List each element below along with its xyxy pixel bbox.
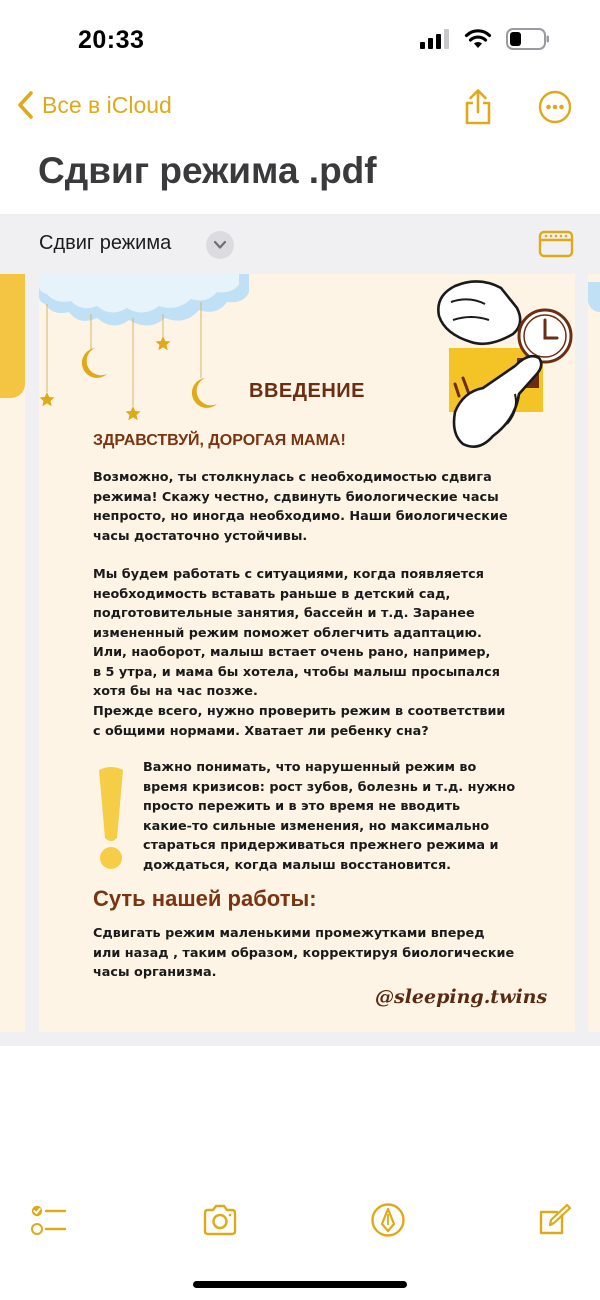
page-subheading: Суть нашей работы: [93, 886, 317, 911]
chevron-down-icon [213, 240, 227, 250]
paragraph-situations: Мы будем работать с ситуациями, когда появляется необходимость вставать раньше в детский сад, подготовительные занятия, бассейн и т.д. Заранее измененный режим поможет облегчить адаптацию. Или, наоборот, малыш встает очень рано, например, в 5 утра, и мама бы хотела, чтобы малыш просыпался хотя бы на час позже. [93, 567, 500, 699]
paragraph-check: Прежде всего, нужно проверить режим в соответствии с общими нормами. Хватает ли ребенку сна? [93, 704, 506, 739]
cheese-moon-illustration [0, 274, 25, 398]
page-header [0, 214, 600, 274]
previous-page-thumbnail[interactable] [0, 274, 25, 1032]
star-icon [126, 406, 141, 420]
cellular-signal-icon [420, 29, 450, 49]
markup-button[interactable] [370, 1202, 406, 1243]
star-icon [156, 336, 171, 350]
moon-icon [192, 378, 217, 408]
share-icon [462, 88, 494, 126]
chevron-left-icon [16, 90, 34, 120]
document-title: Сдвиг режима .pdf [38, 150, 377, 191]
page-greeting: ЗДРАВСТВУЙ, ДОРОГАЯ МАМА! [93, 432, 346, 449]
status-bar [0, 0, 600, 80]
checklist-button[interactable] [30, 1202, 68, 1243]
page-heading: ВВЕДЕНИЕ [249, 380, 365, 402]
bottom-toolbar [0, 1200, 600, 1246]
markup-pen-icon [370, 1202, 406, 1238]
hand-illustration [438, 281, 520, 343]
compose-button[interactable] [536, 1202, 572, 1243]
home-indicator[interactable] [193, 1281, 407, 1288]
share-button[interactable] [462, 88, 494, 131]
pdf-page [39, 274, 575, 1032]
exclamation-icon [95, 764, 127, 870]
camera-icon [201, 1202, 239, 1238]
cloud-icon [39, 274, 249, 326]
page-name: Сдвиг режима [39, 232, 172, 254]
status-icons [420, 28, 550, 50]
back-label: Все в iCloud [42, 91, 172, 118]
ellipsis-icon [538, 90, 572, 124]
compose-icon [536, 1202, 572, 1238]
pages-overview-button[interactable] [538, 230, 574, 263]
camera-button[interactable] [201, 1202, 239, 1243]
author-signature: @sleeping.twins [375, 986, 548, 1008]
paragraph-essence: Сдвигать режим маленькими промежутками вперед или назад , таким образом, корректируя биологические часы организма. [93, 926, 515, 980]
status-time: 20:33 [78, 26, 145, 54]
battery-icon [506, 28, 550, 50]
page-thumbnails-icon [538, 230, 574, 258]
next-page-thumbnail[interactable] [588, 274, 600, 1032]
page-menu-button[interactable] [206, 231, 234, 259]
wifi-icon [464, 29, 492, 49]
cloud-illustration [588, 282, 600, 312]
more-button[interactable] [538, 90, 572, 129]
back-button[interactable] [16, 90, 172, 120]
moon-icon [82, 348, 107, 378]
navigation-bar [0, 84, 600, 130]
star-icon [40, 392, 55, 406]
note-crisis: Важно понимать, что нарушенный режим во время кризисов: рост зубов, болезнь и т.д. нужно просто пережить и в это время не вводить какие-то сильные изменения, но максимально стараться придерживаться прежнего режима и дождаться, когда малыш восстановится. [143, 760, 516, 873]
checklist-icon [30, 1202, 68, 1238]
paragraph-intro: Возможно, ты столкнулась с необходимостью сдвига режима! Скажу честно, сдвинуть биологические часы непросто, но иногда необходимо. Наши биологические часы достаточно устойчивы. [93, 470, 508, 544]
clock-icon [519, 310, 571, 362]
